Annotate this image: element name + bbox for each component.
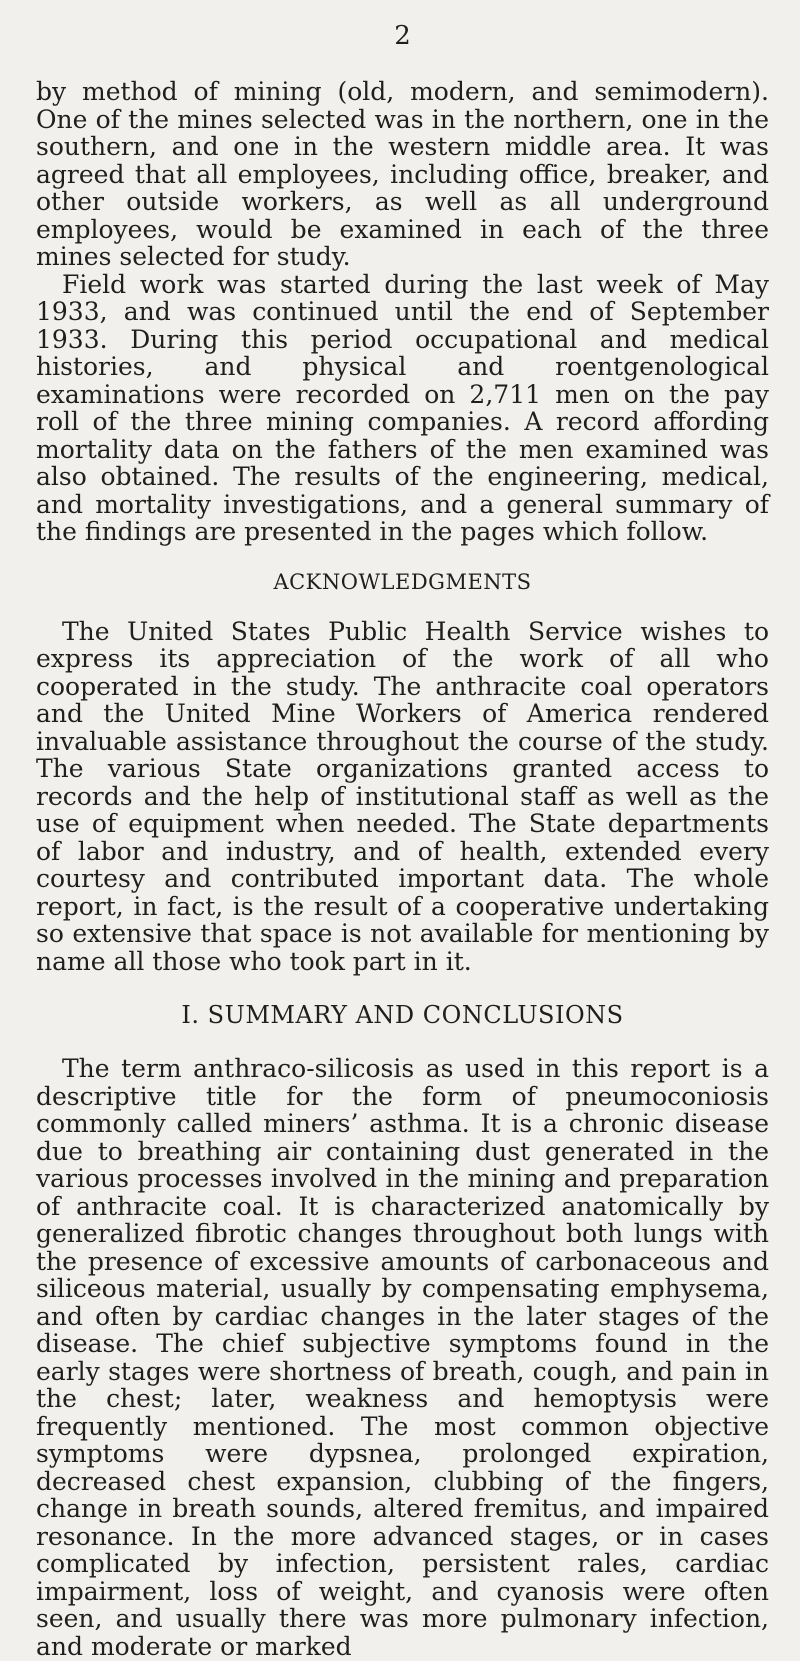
intro-continued-paragraph: by method of mining (old, modern, and semimodern). One of the mines selected was in the northern, one in the southern, and one in the western middle area. It was agreed that all employees, including office, breaker, and other outside workers, as well as all underground employees, would be examined in each of the three mines selected for study. xyxy=(36,77,769,271)
page-number: 2 xyxy=(394,21,411,51)
summary-paragraph: The term anthraco-silicosis as used in this report is a descriptive title for the form of pneumoconiosis commonly called miners’ asthma. It is a chronic disease due to breathing air containing dust generated in the various processes involved in the mining and preparation of anthracite coal. It is characterized anatomically by generalized fibrotic changes throughout both lungs with the presence of excessive amounts of carbonaceous and siliceous material, usually by compensating emphysema, and often by cardiac changes in the later stages of the disease. The chief subjective symptoms found in the early stages were shortness of breath, cough, and pain in the chest; later, weakness and hemoptysis were frequently mentioned. The most common objective symptoms were dypsnea, prolonged expiration, decreased chest expansion, clubbing of the fingers, change in breath sounds, altered fremitus, and impaired resonance. In the more advanced stages, or in cases complicated by infection, persistent rales, cardiac impairment, loss of weight, and cyanosis were often seen, and usually there was more pulmonary infection, and moderate or marked xyxy=(36,1054,769,1661)
summary-heading: I. SUMMARY AND CONCLUSIONS xyxy=(181,1001,624,1029)
field-work-paragraph: Field work was started during the last week of May 1933, and was continued until the end of September 1933. During this period occupational and medical histories, and physical and roentgenological examinations were recorded on 2,711 men on the pay roll of the three mining companies. A record affording mortality data on the fathers of the men examined was also obtained. The results of the engineering, medical, and mortality investigations, and a general summary of the findings are presented in the pages which follow. xyxy=(36,269,769,546)
acknowledgments-paragraph: The United States Public Health Service wishes to express its appreciation of the work of all who cooperated in the study. The anthracite coal operators and the United Mine Workers of America rendered invaluable assistance throughout the course of the study. The various State organizations granted access to records and the help of institutional staff as well as the use of equipment when needed. The State departments of labor and industry, and of health, extended every courtesy and contributed important data. The whole report, in fact, is the result of a cooperative undertaking so extensive that space is not available for mentioning by name all those who took part in it. xyxy=(36,616,769,976)
acknowledgments-heading: ACKNOWLEDGMENTS xyxy=(273,569,532,594)
